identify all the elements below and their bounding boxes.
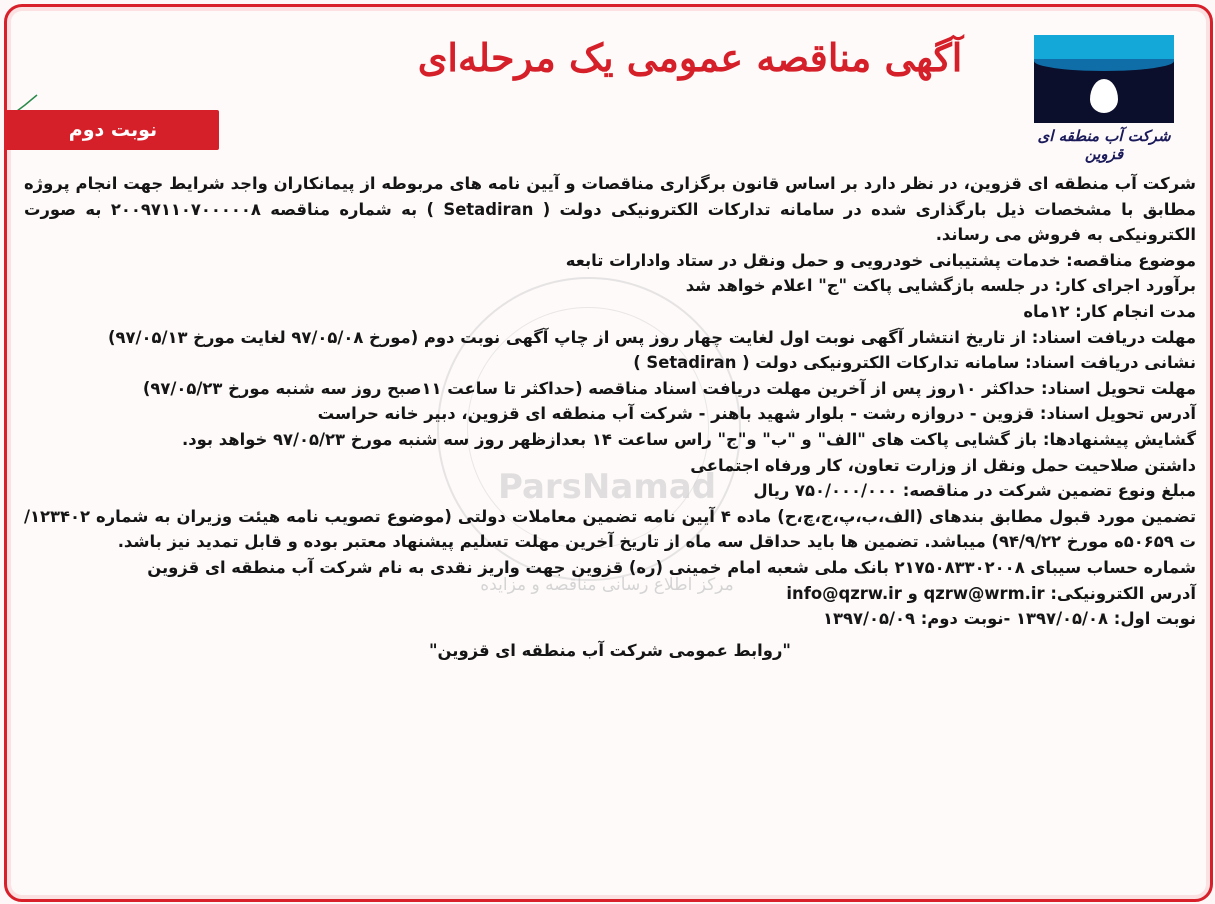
dates-line: نوبت اول: ۱۳۹۷/۰۵/۰۸ -نوبت دوم: ۱۳۹۷/۰۵/۰۹ (823, 609, 1196, 629)
signature-line: "روابط عمومی شرکت آب منطقه ای قزوین" (429, 640, 791, 660)
guarantee-terms-paragraph: تضمین مورد قبول مطابق بندهای (الف،ب،پ،ج،چ،ح) ماده ۴ آیین نامه تضمین معاملات دولتی (موضوع تصویب نامه هیئت وزیران به شماره ۱۲۳۴۰۲/ت ۵۰۶۵۹ه مورخ ۹۴/۹/۲۲) میباشد. تضمین ها باید حداقل سه ماه از تاریخ آخرین مهلت تسلیم پیشنهاد معتبر بوده و قابل تمدید نیز باشد. (24, 506, 1196, 552)
watermark-name: ParsNamad (497, 467, 717, 507)
estimate-line: برآورد اجرای کار: در جلسه بازگشایی پاکت "ج" اعلام خواهد شد (685, 276, 1196, 296)
intro-paragraph: شرکت آب منطقه ای قزوین، در نظر دارد بر اساس قانون برگزاری مناقصات و آیین نامه های مربوطه از پیمانکاران واجد شرایط جهت انجام پروژه مطابق با مشخصات ذیل بارگذاری شده در سامانه تدارکات الکترونیکی دولت ( Setadiran ) به شماره مناقصه ۲۰۰۹۷۱۱۰۷۰۰۰۰۰۸ به صورت الکترونیکی به فروش می رساند. (24, 174, 1197, 245)
email-line: آدرس الکترونیکی: qzrw@wrm.ir و info@qzrw.ir (786, 583, 1196, 603)
opening-line: گشایش پیشنهادها: باز گشایی پاکت های "الف" و "ب" و"ج" راس ساعت ۱۴ بعدازظهر روز سه شنبه مورخ ۹۷/۰۵/۲۳ خواهد بود. (181, 429, 1196, 449)
round-badge: نوبت دوم (7, 110, 219, 150)
notice-frame (4, 4, 1213, 902)
submit-address-line: آدرس تحویل اسناد: قزوین - دروازه رشت - بلوار شهید باهنر - شرکت آب منطقه ای قزوین، دبیر خانه حراست (317, 404, 1196, 424)
account-paragraph: شماره حساب سیبای ۲۱۷۵۰۸۳۳۰۲۰۰۸ بانک ملی شعبه امام خمینی (ره) قزوین جهت واریز نقدی به نام شرکت آب منطقه ای قزوین (147, 557, 1196, 577)
notice-title: آگهی مناقصه عمومی یک مرحله‌ای (417, 34, 963, 80)
water-drop-logo-icon (1034, 35, 1174, 123)
subject-line: موضوع مناقصه: خدمات پشتیبانی خودرویی و حمل ونقل در ستاد وادارات تابعه (565, 250, 1196, 270)
logo-caption: شرکت آب منطقه ای قزوین (1037, 127, 1171, 163)
qualification-line: داشتن صلاحیت حمل ونقل از وزارت تعاون، کار ورفاه اجتماعی (690, 455, 1196, 475)
watermark-subtitle: مرکز اطلاع رسانی مناقصه و مزایده (480, 575, 734, 595)
company-logo (1024, 35, 1184, 163)
doc-deadline-line: مهلت دریافت اسناد: از تاریخ انتشار آگهی نوبت اول لغایت چهار روز پس از چاپ آگهی نوبت دوم (مورخ ۹۷/۰۵/۰۸ لغایت مورخ ۹۷/۰۵/۱۳) (107, 327, 1196, 347)
submit-deadline-line: مهلت تحویل اسناد: حداکثر ۱۰روز پس از آخرین مهلت دریافت اسناد مناقصه (حداکثر تا ساعت ۱۱صبح روز سه شنبه مورخ ۹۷/۰۵/۲۳) (142, 378, 1196, 398)
doc-address-line: نشانی دریافت اسناد: سامانه تدارکات الکترونیکی دولت ( Setadiran ) (633, 353, 1196, 373)
notice-body (24, 171, 1196, 663)
duration-line: مدت انجام کار: ۱۲ماه (1023, 301, 1196, 321)
guarantee-amount-line: مبلغ ونوع تضمین شرکت در مناقصه: ۷۵۰/۰۰۰/۰۰۰ ریال (753, 481, 1196, 501)
